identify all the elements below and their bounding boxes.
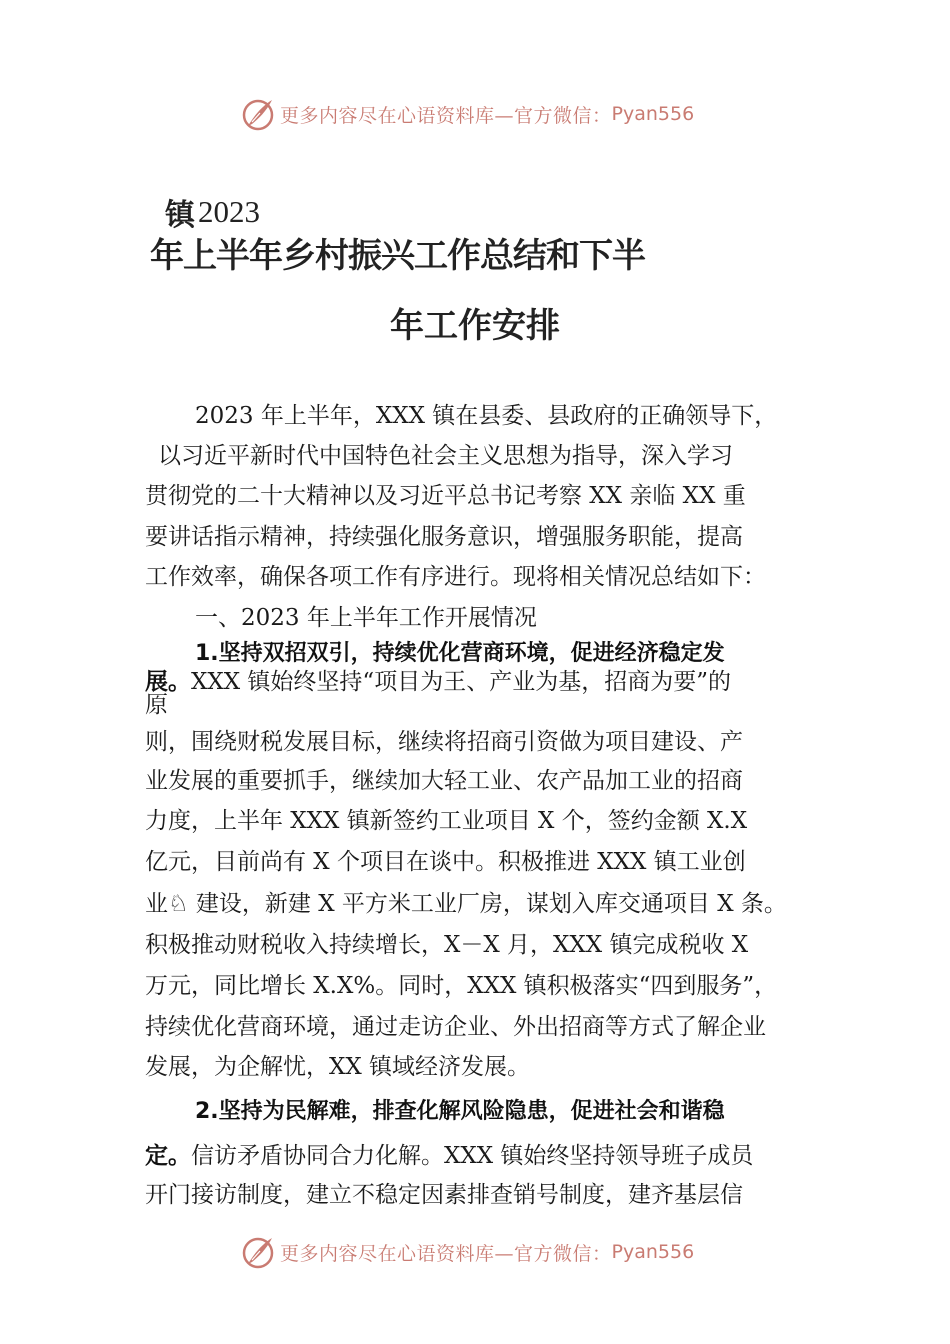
title-prefix: 镇 <box>165 198 195 233</box>
item1-line: 亿元，目前尚有 X 个项目在谈中。积极推进 XXX 镇工业创 <box>145 849 746 875</box>
intro-line: 工作效率，确保各项工作有序进行。现将相关情况总结如下： <box>145 564 766 590</box>
item2-heading-continued <box>145 1141 835 1171</box>
item1-text: XXX 镇始终坚持“项目为王、产业为基，招商为要”的 <box>191 669 731 695</box>
section-heading: 一、2023 年上半年工作开展情况 <box>195 605 537 631</box>
intro-line: 贯彻党的二十大精神以及习近平总书记考察 XX 亲临 XX 重 <box>145 483 746 509</box>
item2-text: 信访矛盾协同合力化解。XXX 镇始终坚持领导班子成员 <box>191 1143 754 1169</box>
item1-heading: 1.坚持双招双引，持续优化营商环境，促进经济稳定发 <box>195 641 725 666</box>
banner-wechat-id: Pyan556 <box>611 103 695 125</box>
intro-line: 以习近平新时代中国特色社会主义思想为指导，深入学习 <box>158 443 733 469</box>
item1-line: 则，围绕财税发展目标，继续将招商引资做为项目建设、产 <box>145 729 743 755</box>
title-line-1: 年上半年乡村振兴工作总结和下半 <box>150 236 645 276</box>
banner-text: 更多内容尽在心语资料库—官方微信： <box>280 104 612 127</box>
item1-orphan: 原 <box>145 692 168 718</box>
intro-line: 要讲话指示精神，持续强化服务意识，增强服务职能，提高 <box>145 524 743 550</box>
feather-pen-logo-icon <box>240 96 276 132</box>
feather-pen-logo-icon <box>240 1234 276 1270</box>
item1-line: 业♘ 建设，新建 X 平方米工业厂房，谋划入库交通项目 X 条。 <box>145 891 787 917</box>
item1-heading-end: 展。 <box>145 669 191 695</box>
intro-line: 2023 年上半年，XXX 镇在县委、县政府的正确领导下， <box>195 403 778 429</box>
item1-line: 业发展的重要抓手，继续加大轻工业、农产品加工业的招商 <box>145 768 743 794</box>
item2-line: 开门接访制度，建立不稳定因素排查销号制度，建齐基层信 <box>145 1182 743 1208</box>
banner-text: 更多内容尽在心语资料库—官方微信： <box>280 1242 612 1265</box>
item1-line: 力度，上半年 XXX 镇新签约工业项目 X 个，签约金额 X.X <box>145 808 748 834</box>
header-banner <box>240 94 760 134</box>
title-year: 2023 <box>198 194 260 229</box>
title-line-2: 年工作安排 <box>390 306 560 346</box>
item1-line: 发展，为企解忧，XX 镇域经济发展。 <box>145 1054 531 1080</box>
item1-line: 持续优化营商环境，通过走访企业、外出招商等方式了解企业 <box>145 1014 766 1040</box>
item1-line: 积极推动财税收入持续增长，X－X 月，XXX 镇完成税收 X <box>145 932 749 958</box>
banner-wechat-id: Pyan556 <box>611 1241 695 1263</box>
item2-heading-end: 定。 <box>145 1143 191 1169</box>
footer-banner <box>240 1232 760 1272</box>
item2-heading: 2.坚持为民解难，排查化解风险隐患，促进社会和谐稳 <box>195 1099 725 1124</box>
item1-line: 万元，同比增长 X.X%。同时，XXX 镇积极落实“四到服务”， <box>145 973 778 999</box>
